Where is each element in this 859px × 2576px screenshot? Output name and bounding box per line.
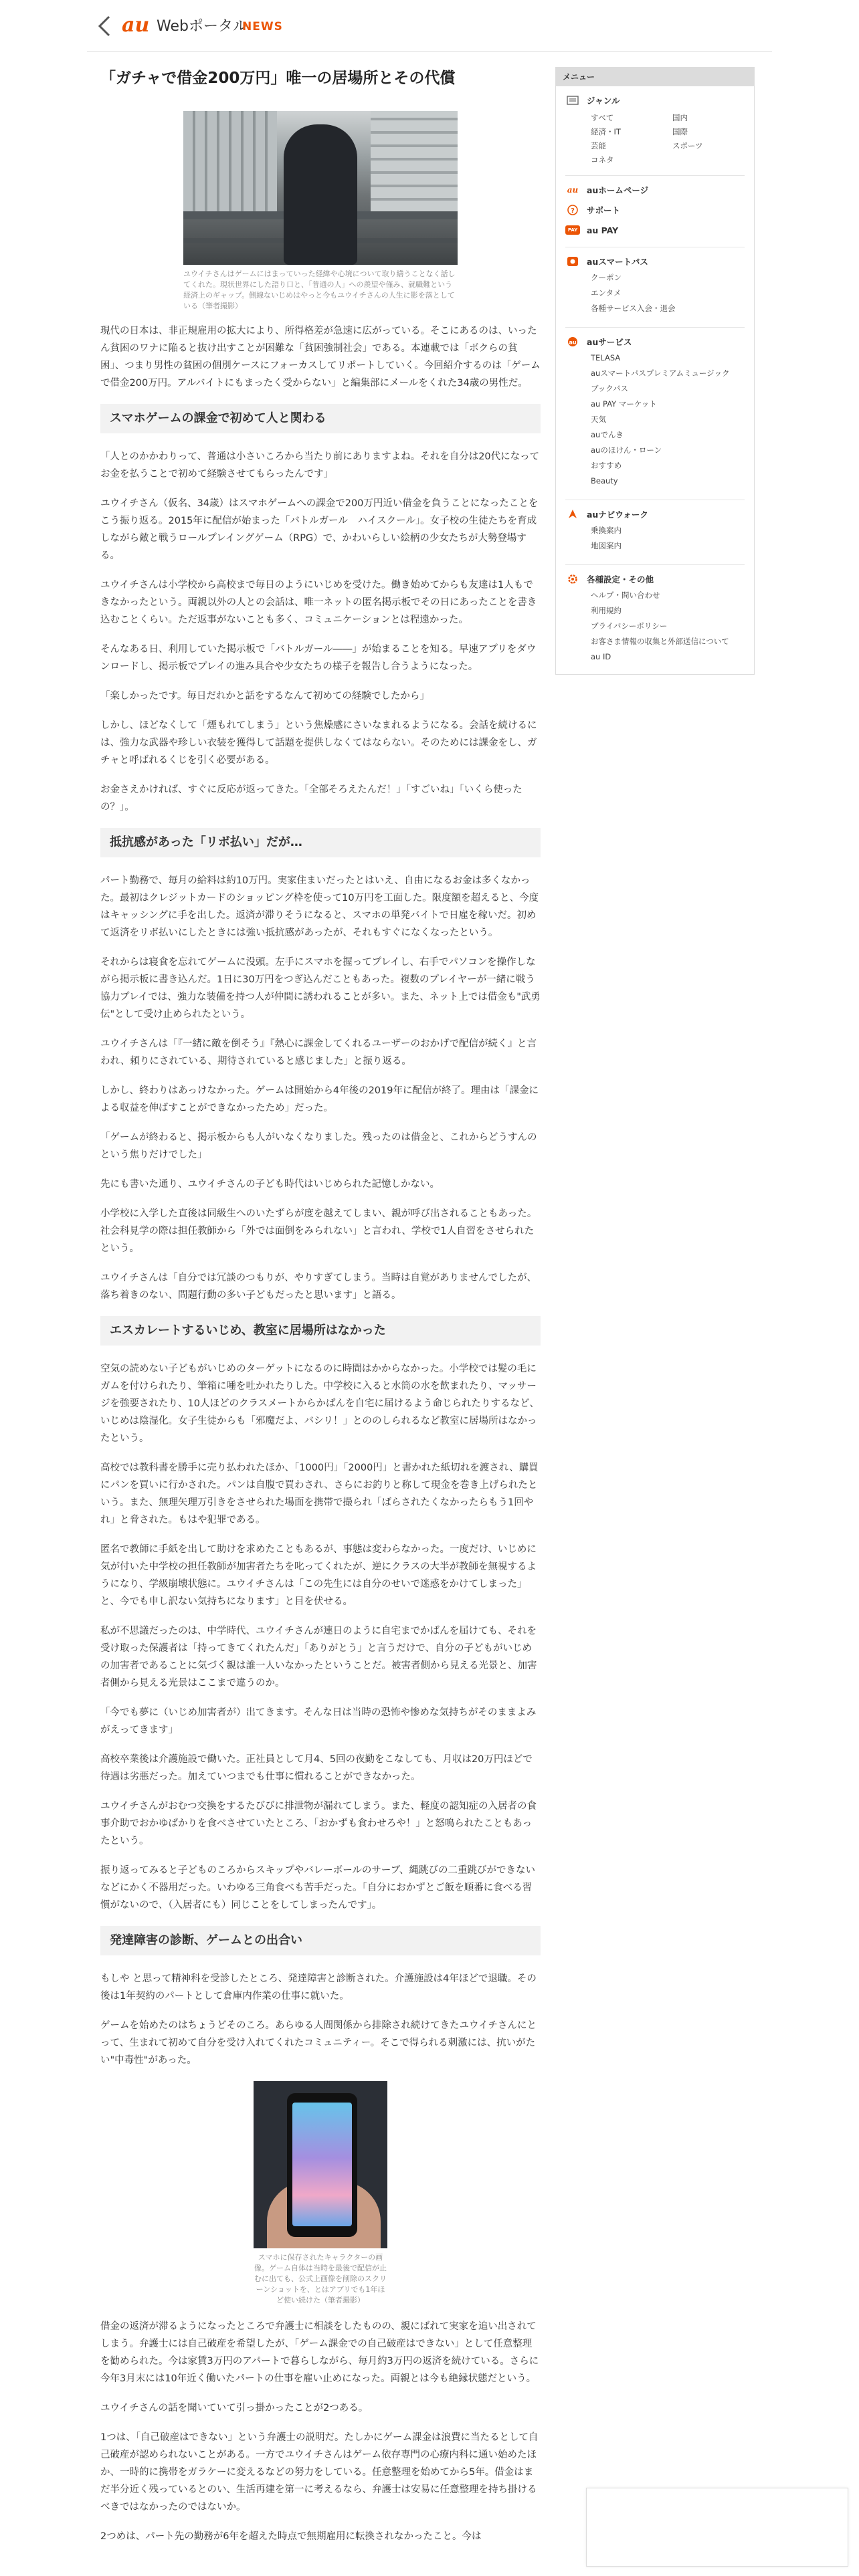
paragraph: 先にも書いた通り、ユウイチさんの子ども時代はいじめられた記憶しかない。 [100, 1179, 440, 1190]
photo-caption: ユウイチさんはゲームにはまっていった経緯や心境について取り繕うことなく話してくれた。現状世界にした語り口と、「普通の人」への羨望や僅み、就職難という経済上のギャップ。側線ないじめはやっと今もユウイチさんの人生に影を落としている（筆者撮影） [183, 270, 456, 310]
settings-section [556, 565, 754, 674]
smartpass-section [556, 247, 754, 322]
paragraph: ユウイチさん（仮名、34歳）はスマホゲームへの課金で200万円近い借金を負うことになったことをこう振り返る。2015年に配信が始まった「バトルガール ハイスクール」。女子校の生徒たちを育成しながら敵と戦うロールプレイングゲーム（RPG）で、かわいらしい絵柄の少女たちが大勢登場する。 [100, 498, 539, 561]
paragraph: 2つめは、パート先の勤務が6年を超えた時点で無期雇用に転換されなかったこと。今は [100, 2531, 482, 2542]
smartpass-item[interactable]: クーポン [591, 273, 622, 282]
phone-photo [254, 2081, 387, 2248]
genre-item[interactable]: スポーツ [672, 141, 703, 150]
section-heading: エスカレートするいじめ、教室に居場所はなかった [100, 1316, 541, 1346]
genre-title[interactable]: ジャンル [565, 93, 745, 108]
service-icon [565, 336, 580, 347]
genre-item[interactable]: 芸能 [591, 141, 606, 150]
paragraph: ユウイチさんは小学校から高校まで毎日のようにいじめを受けた。働き始めてからも友達は1人もできなかったという。両親以外の人との会話は、唯一ネットの匿名掲示板でその日にあったことを書き込むことくらい。ただ返事がないことも多く、コミュニケーションとは程遠かった。 [100, 580, 537, 625]
settings-item[interactable]: プライバシーポリシー [591, 621, 668, 631]
genre-item[interactable]: 国内 [672, 113, 688, 122]
link-au-home[interactable]: au auホームページ [565, 183, 745, 197]
paragraph: 高校では教科書を勝手に売り払われたほか、「1000円」「2000円」と書かれた紙切れを渡され、購買にパンを買いに行かされた。パンは自腹で買わされ、さらにお釣りと称して現金を巻き上げられたという。また、無理矢理万引きをさせられた場面を携帯で撮られ「ばらされたくなかったらもう1回やれ」と脅された。もはや犯罪である。 [100, 1463, 539, 1525]
sidebar-menu [555, 67, 755, 675]
service-item[interactable]: おすすめ [591, 461, 622, 470]
paragraph: 高校卒業後は介護施設で働いた。正社員として月4、5回の夜勤をこなしても、月収は20万円ほどで待遇は劣悪だった。加えていつまでも仕事に慣れることができなかった。 [100, 1754, 533, 1782]
navi-item[interactable]: 乗換案内 [591, 526, 622, 535]
paragraph: 振り返ってみると子どものころからスキップやバレーボールのサーブ、縄跳びの二重跳びができないなどにかく不器用だった。いわゆる三角食べも苦手だった。「自分におかずとご飯を順番に食べる習慣がないので、（入居者にも）同じことをしてしまったんです」。 [100, 1865, 536, 1911]
service-item[interactable]: auのほけん・ローン [591, 445, 662, 455]
service-item[interactable]: auでんき [591, 430, 624, 439]
navi-title[interactable]: auナビウォーク [565, 507, 745, 522]
news-label: NEWS [242, 20, 283, 33]
section-heading: 発達障害の診断、ゲームとの出合い [100, 1926, 541, 1955]
paragraph: 1つは、「自己破産はできない」という弁護士の説明だ。たしかにゲーム課金は浪費に当たるとして自己破産が認められないことがある。一方でユウイチさんはゲーム依存専門の心療内科に通い始めたほか、一時的に携帯をガラケーに変えるなどの努力をしている。任意整理を始めてから5年。借金はまだ半分近く残っているとのい、生活再建を第一に考えるなら、弁護士は安易に任意整理を持ち掛けるべきではなかったのではないか。 [100, 2432, 539, 2512]
settings-item[interactable]: ヘルプ・問い合わせ [591, 591, 660, 600]
paragraph: しかし、終わりはあっけなかった。ゲームは開始から4年後の2019年に配信が終了。理由は「課金による収益を伸ばすことができなかったため」だった。 [100, 1085, 539, 1113]
article-photo [183, 111, 458, 265]
portal-logo-text[interactable]: Webポータル [157, 18, 248, 35]
paragraph: 「楽しかったです。毎日だれかと話をするなんて初めての経験でしたから」 [100, 691, 430, 702]
navi-section [556, 500, 754, 559]
svg-text:au: au [569, 339, 577, 346]
smartpass-icon [565, 256, 580, 267]
au-icon: au [567, 185, 579, 195]
paragraph: 私が不思議だったのは、中学時代、ユウイチさんが連日のように自宅までかばんを届けても、それを受け取った保護者は「持ってきてくれたんだ」「ありがとう」と言うだけで、自分の子どもがいじめの加害者であることに気づく親は誰一人いなかったということだ。被害者側から見える光景と、加害者側から見える光景はここまで違うのか。 [100, 1626, 537, 1689]
service-item[interactable]: ブックパス [591, 384, 629, 393]
walk-icon [565, 509, 580, 520]
settings-item[interactable]: お客さま情報の収集と外部送信について [591, 637, 729, 646]
paragraph: しかし、ほどなくして「煙もれてしまう」という焦燥感にさいなまれるようになる。会話を続けるには、強力な武器や珍しい衣装を獲得して話題を提供しなくてはならない。そのためには課金をし、ガチャと呼ばれるくじを引く必要がある。 [100, 720, 537, 766]
paragraph: ユウイチさんがおむつ交換をするたびびに排泄物が漏れてしまう。また、軽度の認知症の入居者の食事介助でおかゆばかりを食べさせていたところ、「おかずも食わせろや！」と怒鳴られたこともあったという。 [100, 1801, 537, 1846]
paragraph: それからは寝食を忘れてゲームに没頭。左手にスマホを握ってプレイし、右手でパソコンを操作しながら掲示板に書き込んだ。1日に30万円をつぎ込んだこともあった。複数のプレイヤーが一緒に戦う協力プレイでは、強力な装備を持つ人が仲間に誘われることが多い。また、ネット上では借金も"武勇伝"として受け止められたという。 [100, 957, 541, 1020]
section-heading: 抵抗感があった「リボ払い」だが… [100, 828, 541, 857]
settings-title[interactable]: 各種設定・その他 [565, 572, 745, 586]
paragraph: パート勤務で、毎月の給料は約10万円。実家住まいだったとはいえ、自由になるお金は多くなかった。最初はクレジットカードのショッピング枠を使って10万円を工面した。限度額を超えると、今度はキャッシングに手を出した。返済が滞りそうになると、スマホの単発バイトで日雇を稼いだ。初めて返済をリボ払いにしたときには強い抵抗感があったが、それもすぐになくなったという。 [100, 875, 539, 938]
article [100, 67, 541, 2557]
service-item[interactable]: Beauty [591, 476, 618, 486]
article-title: 「ガチャで借金200万円」唯一の居場所とその代償 [100, 70, 456, 87]
paragraph: ユウイチさんは「『一緒に敵を倒そう』『熱心に課金してくれるユーザーのおかげで配信が続く』と言われ、頼りにされている、期待されていると感じました」と振り返る。 [100, 1039, 537, 1067]
paragraph: 空気の読めない子どもがいじめのターゲットになるのに時間はかからなかった。小学校では髪の毛にガムを付けられたり、筆箱に唾を吐かれたりした。中学校に入ると水筒の水を飲まれたり、マッサージを強要されたり、10人ほどのクラスメートからかばんを自宅に届けるよう命じられたりするなど、いじめは陰湿化。女子生徒からも「邪魔だよ、バシリ！」とののしられるなど教室に居場所はなかったという。 [100, 1364, 540, 1444]
paragraph: そんなある日、利用していた掲示板で「バトルガール――」が始まることを知る。早速アプリをダウンロードし、掲示板でプレイの進み具合や少女たちの様子を報告し合うようになった。 [100, 644, 537, 672]
service-item[interactable]: auスマートパスプレミアムミュージック [591, 368, 730, 378]
service-item[interactable]: au PAY マーケット [591, 399, 657, 409]
genre-item[interactable]: すべて [591, 113, 614, 122]
paragraph: ゲームを始めたのはちょうどそのころ。あらゆる人間関係から排除され続けてきたユウイチさんにとって、生まれて初めて自分を受け入れてくれたコミュニティー。そこで得られる刺激には、抗いがたい"中毒性"があった。 [100, 2020, 537, 2066]
genre-item[interactable]: 国際 [672, 127, 688, 136]
paragraph: ユウイチさんは「自分では冗談のつもりが、やりすぎてしまう。当時は自覚がありませんでしたが、落ち着きのない、問題行動の多い子どもだったと思います」と語る。 [100, 1273, 537, 1301]
smartpass-item[interactable]: 各種サービス入会・退会 [591, 304, 676, 313]
menu-header: メニュー [556, 68, 754, 86]
paragraph: 小学校に入学した直後は同級生へのいたずらが度を越えてしまい、親が呼び出されることもあった。社会科見学の際は担任教師から「外では面倒をみられない」と言われ、学校で1人自習をさせられたという。 [100, 1208, 537, 1254]
links-section [556, 176, 754, 241]
phone-photo-caption: スマホに保存されたキャラクターの画像。ゲーム自体は当時を最後で配信が止むに出ても、公式上画像を削除のスクリーンショットを、とはアプリでも1年ほど使い続けた（筆者撮影） [254, 2253, 387, 2304]
service-item[interactable]: TELASA [591, 353, 621, 362]
service-item[interactable]: 天気 [591, 415, 606, 424]
settings-item[interactable]: 利用規約 [591, 606, 622, 615]
link-au-pay[interactable]: PAY au PAY [565, 223, 745, 237]
section-heading: スマホゲームの課金で初めて人と関わる [100, 404, 541, 433]
pay-icon: PAY [565, 225, 580, 235]
paragraph: 「今でも夢に（いじめ加害者が）出てきます。そんな日は当時の恐怖や惨めな気持ちがそのままよみがえってきます」 [100, 1707, 537, 1735]
au-logo[interactable]: au [122, 13, 150, 37]
lead-paragraph: 現代の日本は、非正規雇用の拡大により、所得格差が急速に広がっている。そこにあるのは、いったん貧困のワナに陥ると抜け出すことが困難な「貧困強制社会」である。本連載では「ボクらの貧困」、つまり男性の貧困の個別ケースにフォーカスしてリポートしていく。今回紹介するのは「ゲームで借金200万円。アルバイトにもまったく受からない」と編集部にメールをくれた34歳の男性だ。 [100, 326, 541, 389]
floating-widget[interactable] [586, 2488, 848, 2567]
back-icon[interactable] [97, 15, 112, 37]
article-photo-figure [183, 111, 458, 312]
link-support[interactable]: ? サポート [565, 203, 745, 217]
gear-icon [565, 574, 580, 584]
paragraph: ユウイチさんの話を聞いていて引っ掛かったことが2つある。 [100, 2403, 369, 2413]
genre-item[interactable]: 経済・IT [591, 127, 621, 136]
paragraph: 借金の返済が滞るようになったところで弁護士に相談をしたものの、親にばれて実家を追い出されてしまう。弁護士には自己破産を希望したが、「ゲーム課金での自己破産はできない」として任意整理を勧められた。今は家賃3万円のアパートで暮らしながら、毎月約3万円の返済を続けている。さらに今年3月末には10年近く働いたパートの仕事を雇い止めになった。両親とは今も絶縁状態だという。 [100, 2321, 539, 2384]
paragraph: お金さえかければ、すぐに反応が返ってきた。「全部そろえたんだ！」「すごいね」「いくら使ったの？」。 [100, 784, 522, 813]
paragraph: 匿名で教師に手紙を出して助けを求めたこともあるが、事態は変わらなかった。一度だけ、いじめに気が付いた中学校の担任教師が加害者たちを叱ってくれたが、逆にクラスの大半が教師を無視するようになり、学級崩壊状態に。ユウイチさんは「この先生には自分のせいで迷惑をかけてしまった」と、今でも申し訳ない気持ちになります」と目を伏せる。 [100, 1544, 537, 1607]
phone-photo-figure [254, 2081, 387, 2306]
navi-item[interactable]: 地図案内 [591, 541, 622, 550]
genre-section [556, 86, 754, 170]
genre-item[interactable]: コネタ [591, 155, 614, 165]
service-section [556, 328, 754, 494]
paragraph: 「人とのかかわりって、普通は小さいころから当たり前にありますよね。それを自分は20代になってお金を払うことで初めて経験させてもらったんです」 [100, 451, 540, 479]
settings-item[interactable]: au ID [591, 652, 611, 661]
top-header [87, 0, 772, 52]
paragraph: もしや と思って精神科を受診したところ、発達障害と診断された。介護施設は4年ほどで退職。その後は1年契約のパートとして倉庫内作業の仕事に就いた。 [100, 1973, 537, 2002]
service-title[interactable]: au auサービス [565, 334, 745, 349]
support-icon [565, 205, 580, 215]
smartpass-item[interactable]: エンタメ [591, 288, 622, 298]
svg-text:?: ? [571, 207, 575, 215]
paragraph: 「ゲームが終わると、掲示板からも人がいなくなりました。残ったのは借金と、これからどうすんのという焦りだけでした」 [100, 1132, 537, 1160]
smartpass-title[interactable]: auスマートパス [565, 254, 745, 269]
newspaper-icon [565, 95, 580, 106]
